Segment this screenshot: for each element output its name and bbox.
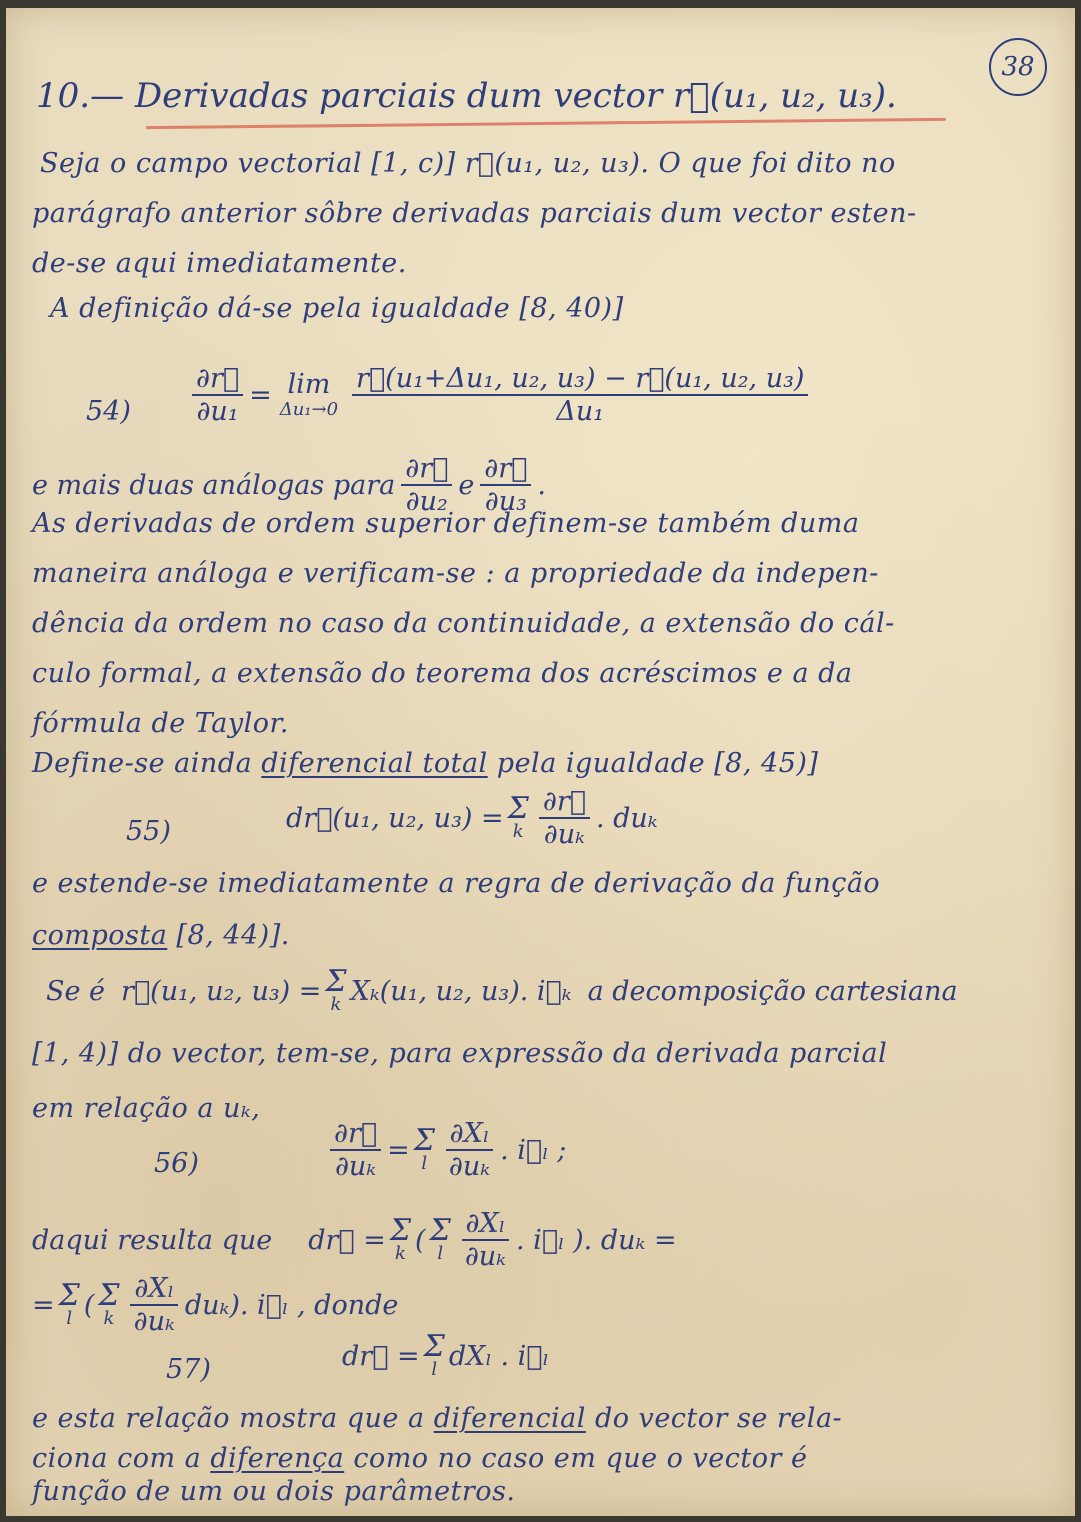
se-sigma: Σ	[325, 964, 347, 999]
se-suffix: a decomposição cartesiana	[587, 975, 958, 1007]
page-number: 38	[989, 38, 1047, 96]
equation-55	[286, 786, 658, 850]
closing-line-3: função de um ou dois parâmetros.	[32, 1476, 516, 1507]
eq57-sigma: Σ	[423, 1329, 445, 1364]
eq57-sum-index: l	[431, 1359, 438, 1380]
closing-2-suffix: como no caso em que o vector é	[353, 1443, 808, 1474]
section-title: 10.— Derivadas parciais dum vector r⃗(u₁, u₂, u₃).	[36, 76, 897, 116]
eq54-lhs-fraction	[192, 363, 243, 427]
text-line-4: A definição dá-se pela igualdade [8, 40)]	[50, 293, 624, 324]
closing-2-term: diferença	[210, 1443, 345, 1474]
closing-line-1	[32, 1403, 842, 1434]
eq55-fraction	[539, 786, 590, 850]
closing-line-2	[32, 1443, 807, 1474]
cont-sigma-1: Σ	[58, 1278, 80, 1313]
vector-line: [1, 4)] do vector, tem-se, para expressão da derivada parcial	[32, 1038, 888, 1069]
composta-term: composta	[32, 920, 168, 951]
eq56-rhs-num: ∂Xₗ	[446, 1118, 494, 1151]
daqui-sum-2-index: l	[437, 1243, 444, 1264]
closing-1-prefix: e esta relação mostra que a	[32, 1403, 425, 1434]
equation-57	[342, 1329, 550, 1380]
analog-end: .	[537, 469, 546, 501]
analog-1-num: ∂r⃗	[401, 453, 452, 486]
eq54-rhs-fraction	[352, 363, 808, 427]
daqui-num: ∂Xₗ	[462, 1208, 510, 1241]
daqui-sum-2	[429, 1213, 451, 1264]
extends-line: e estende-se imediatamente a regra de derivação da função	[32, 868, 881, 899]
manuscript-page	[6, 8, 1075, 1516]
eq56-equals: =	[387, 1134, 410, 1166]
equation-56	[324, 1118, 566, 1182]
eq56-label: 56)	[154, 1148, 199, 1179]
eq54-rhs-den: Δu₁	[556, 396, 605, 427]
daqui-prefix: daqui resulta que	[32, 1224, 273, 1256]
eq55-num: ∂r⃗	[539, 786, 590, 819]
cont-paren: (	[83, 1289, 95, 1321]
eq56-sum-index: l	[421, 1153, 428, 1174]
cont-tail: duₖ). i⃗ₗ , donde	[184, 1289, 399, 1321]
eq56-sum	[413, 1123, 435, 1174]
analog-2-num: ∂r⃗	[480, 453, 531, 486]
eq55-sum	[507, 791, 529, 842]
analog-1-den: ∂u₂	[405, 486, 448, 517]
eq56-lhs-den: ∂uₖ	[334, 1151, 377, 1182]
eq55-tail: . duₖ	[595, 802, 658, 834]
eq56-lhs-num: ∂r⃗	[330, 1118, 381, 1151]
eq55-lhs: dr⃗(u₁, u₂, u₃) =	[286, 802, 504, 834]
paragraph2-line-5: fórmula de Taylor.	[32, 708, 289, 739]
define-line	[32, 748, 818, 779]
daqui-sum-1-index: k	[394, 1243, 406, 1264]
eq57-label: 57)	[166, 1354, 211, 1385]
daqui-sigma-1: Σ	[389, 1213, 412, 1248]
daqui-paren: (	[415, 1224, 426, 1256]
daqui-tail: . i⃗ₗ ). duₖ =	[516, 1224, 677, 1256]
eq54-lim: lim	[287, 368, 331, 400]
paragraph2-line-3: dência da ordem no caso da continuidade, a extensão do cál-	[32, 608, 895, 639]
cont-fraction	[130, 1273, 179, 1337]
text-line-1: Seja o campo vectorial [1, c)] r⃗(u₁, u₂, u₃). O que foi dito no	[40, 148, 896, 179]
eq54-lhs-den: ∂u₁	[196, 396, 239, 427]
paragraph2-line-4: culo formal, a extensão do teorema dos acréscimos e a da	[32, 658, 853, 689]
text-line-2: parágrafo anterior sôbre derivadas parciais dum vector esten-	[32, 198, 917, 229]
eq55-label: 55)	[126, 816, 171, 847]
cont-sigma-2: Σ	[98, 1278, 120, 1313]
eq54-lim-sub: Δu₁→0	[279, 398, 339, 420]
cont-sum-1-index: l	[66, 1308, 73, 1329]
se-sum-index: k	[330, 994, 342, 1015]
cont-sum-1	[58, 1278, 80, 1329]
daqui-sigma-2: Σ	[429, 1213, 451, 1248]
eq56-sigma: Σ	[413, 1123, 435, 1158]
cont-den: ∂uₖ	[133, 1306, 175, 1337]
daqui-sum-1	[389, 1213, 412, 1264]
daqui-lhs: dr⃗ =	[308, 1224, 386, 1256]
eq56-rhs-den: ∂uₖ	[448, 1151, 491, 1182]
eq55-den: ∂uₖ	[543, 819, 585, 850]
closing-2-prefix: ciona com a	[32, 1443, 202, 1474]
eq55-sum-index: k	[512, 821, 524, 842]
eq57-rhs: dXₗ . i⃗ₗ	[448, 1340, 550, 1372]
cont-sum-2	[98, 1278, 120, 1329]
text-line-3: de-se aqui imediatamente.	[32, 248, 407, 279]
closing-1-suffix: do vector se rela-	[594, 1403, 843, 1434]
define-prefix: Define-se ainda	[32, 748, 253, 779]
se-expr-lhs: r⃗(u₁, u₂, u₃) =	[121, 975, 322, 1007]
eq57-sum	[423, 1329, 445, 1380]
eq56-tail: . i⃗ₗ ;	[500, 1134, 567, 1166]
eq54-lhs-num: ∂r⃗	[192, 363, 243, 396]
cont-sum-2-index: k	[103, 1308, 115, 1329]
daqui-line	[32, 1208, 677, 1272]
eq54-limit	[279, 368, 339, 420]
composta-ref: [8, 44)].	[176, 920, 290, 951]
cont-equals: =	[32, 1289, 55, 1321]
se-sum	[325, 964, 347, 1015]
equation-54	[186, 363, 814, 427]
define-suffix: pela igualdade [8, 45)]	[496, 748, 819, 779]
eq57-lhs: dr⃗ =	[342, 1340, 420, 1372]
eq54-label: 54)	[86, 396, 131, 427]
paragraph2-line-1: As derivadas de ordem superior definem-se também duma	[32, 508, 860, 539]
eq56-rhs-fraction	[445, 1118, 494, 1182]
eq54-equals: =	[249, 379, 272, 411]
analog-prefix: e mais duas análogas para	[32, 469, 396, 501]
paragraph2-line-2: maneira análoga e verificam-se : a propriedade da indepen-	[32, 558, 879, 589]
se-prefix: Se é	[46, 975, 106, 1007]
closing-1-term: diferencial	[433, 1403, 586, 1434]
eq56-lhs-fraction	[330, 1118, 381, 1182]
eq54-rhs-num: r⃗(u₁+Δu₁, u₂, u₃) − r⃗(u₁, u₂, u₃)	[352, 363, 808, 396]
composta-line	[32, 920, 290, 951]
relation-line: em relação a uₖ,	[32, 1093, 261, 1124]
title-underline	[146, 118, 946, 129]
analog-2-den: ∂u₃	[484, 486, 527, 517]
se-expr-rhs: Xₖ(u₁, u₂, u₃). i⃗ₖ	[350, 975, 572, 1007]
eq55-sigma: Σ	[507, 791, 529, 826]
daqui-den: ∂uₖ	[464, 1241, 507, 1272]
se-line	[46, 964, 958, 1015]
daqui-fraction	[461, 1208, 510, 1272]
continuation-line	[32, 1273, 398, 1337]
cont-num: ∂Xₗ	[130, 1273, 178, 1306]
define-term: diferencial total	[261, 748, 488, 779]
analog-and: e	[458, 469, 475, 501]
